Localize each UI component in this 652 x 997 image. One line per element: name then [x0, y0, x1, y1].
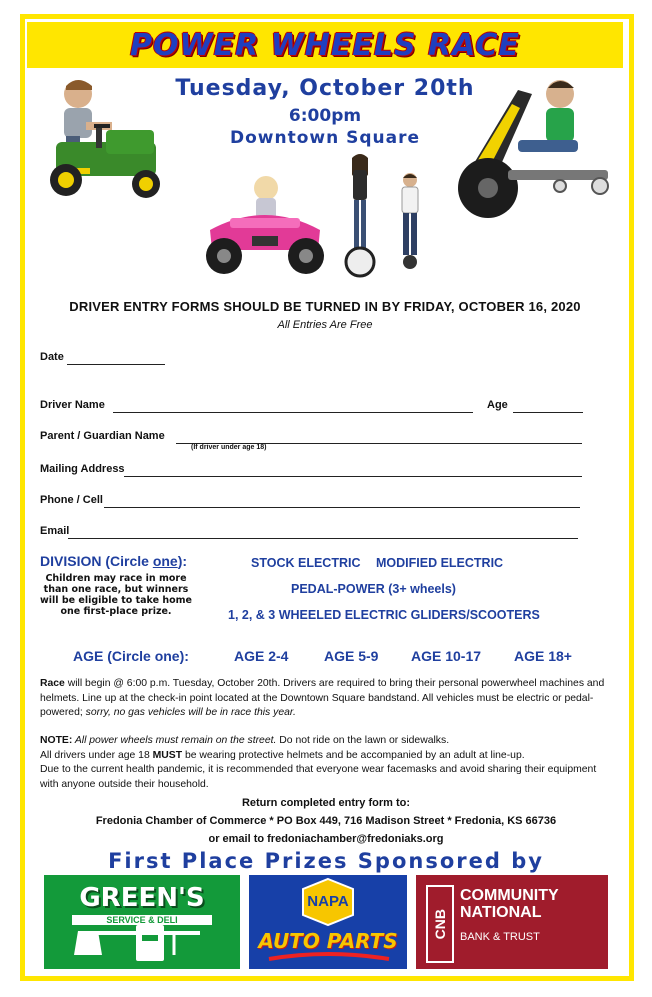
division-label-one: one [152, 553, 178, 569]
pandemic-note: Due to the current health pandemic, it is recommended that everyone wear facemasks and avoid sharing their equipment with anyone outside their household. [40, 764, 597, 790]
event-time: 6:00pm [288, 106, 362, 126]
cnb-logo [416, 875, 608, 969]
parent-guardian-label: Parent / Guardian Name [40, 430, 165, 442]
division-note: Children may race in more than one race, but winners will be eligible to take home one first-place prize. [40, 573, 192, 617]
tractor-photo [36, 72, 176, 212]
cnb-badge [426, 885, 454, 963]
age-18-plus-option[interactable]: AGE 18+ [514, 648, 572, 664]
greens-logo [44, 875, 240, 969]
division-label-prefix: DIVISION (Circle [40, 553, 153, 569]
note-italic: All power wheels must remain on the street. [72, 735, 277, 746]
division-gliders-scooters[interactable]: 1, 2, & 3 WHEELED ELECTRIC GLIDERS/SCOOTERS [228, 608, 540, 622]
napa-name: NAPA [307, 893, 349, 910]
division-modified-electric[interactable]: MODIFIED ELECTRIC [376, 556, 504, 570]
cnb-line3: BANK & TRUST [460, 931, 540, 943]
driver-name-field[interactable] [113, 412, 473, 413]
note-text: Do not ride on the lawn or sidewalks. [276, 735, 450, 746]
note-paragraph [40, 734, 612, 792]
mailing-address-field[interactable] [124, 476, 582, 477]
age-5-9-option[interactable]: AGE 5-9 [324, 648, 379, 664]
return-heading: Return completed entry form to: [241, 797, 411, 809]
race-bold: Race [40, 678, 65, 689]
phone-cell-label: Phone / Cell [40, 494, 103, 506]
entries-free-note: All Entries Are Free [277, 319, 373, 331]
hoverboard-boy-photo [392, 170, 428, 270]
email-field[interactable] [68, 538, 578, 539]
return-address: Fredonia Chamber of Commerce * PO Box 449, 716 Madison Street * Fredonia, KS 66736 [95, 815, 557, 827]
division-stock-electric[interactable]: STOCK ELECTRIC [251, 556, 361, 570]
pink-atv-photo [200, 170, 330, 280]
napa-sub: AUTO PARTS [258, 929, 398, 953]
date-field[interactable] [67, 364, 165, 365]
title-banner [27, 22, 623, 68]
parent-guardian-note: (If driver under age 18) [191, 444, 267, 451]
race-rules-paragraph [40, 677, 612, 721]
cnb-text [460, 887, 559, 946]
page-title: POWER WHEELS RACE [130, 27, 520, 63]
division-label-suffix: ): [177, 553, 188, 569]
hoverboard-girl-photo [340, 150, 380, 280]
division-pedal-power[interactable]: PEDAL-POWER (3+ wheels) [291, 582, 456, 596]
event-date: Tuesday, October 20th [175, 76, 475, 101]
greens-name: GREEN'S [79, 883, 205, 913]
age-circle-label: AGE (Circle one): [73, 648, 189, 664]
helmet-post: be wearing protective helmets and be accompanied by an adult at line-up. [182, 749, 525, 761]
helmet-pre: All drivers under age 18 [40, 749, 153, 761]
driver-name-label: Driver Name [40, 399, 105, 411]
cnb-line2: NATIONAL [460, 904, 542, 921]
age-10-17-option[interactable]: AGE 10-17 [411, 648, 482, 664]
mailing-address-label: Mailing Address [40, 463, 125, 475]
greens-sub: SERVICE & DELI [72, 915, 212, 925]
cnb-line1: COMMUNITY [460, 887, 559, 904]
cnb-letters: CNB [432, 908, 448, 940]
napa-logo [249, 875, 407, 969]
event-location: Downtown Square [229, 128, 421, 148]
sponsors-heading: First Place Prizes Sponsored by [108, 849, 544, 873]
division-label [40, 553, 187, 569]
age-field-label: Age [487, 399, 508, 411]
return-email[interactable]: or email to fredoniachamber@fredoniaks.org [208, 833, 444, 845]
email-label: Email [40, 525, 70, 537]
phone-cell-field[interactable] [104, 507, 580, 508]
race-text: will begin @ 6:00 p.m. Tuesday, October 20th. Drivers are required to bring their personal powerwheel machines and helmets. Line up at the check-in point located at the Downtown Square bandstand. All vehicles must be electric or pedal-powered; [40, 678, 605, 718]
note-bold: NOTE: [40, 735, 73, 746]
race-italic: sorry, no gas vehicles will be in race this year. [85, 707, 296, 718]
date-label: Date [40, 351, 64, 363]
entry-deadline: DRIVER ENTRY FORMS SHOULD BE TURNED IN BY FRIDAY, OCTOBER 16, 2020 [69, 299, 581, 314]
drift-trike-photo [448, 70, 618, 220]
age-2-4-option[interactable]: AGE 2-4 [234, 648, 289, 664]
age-field[interactable] [513, 412, 583, 413]
helmet-bold: MUST [152, 749, 183, 761]
